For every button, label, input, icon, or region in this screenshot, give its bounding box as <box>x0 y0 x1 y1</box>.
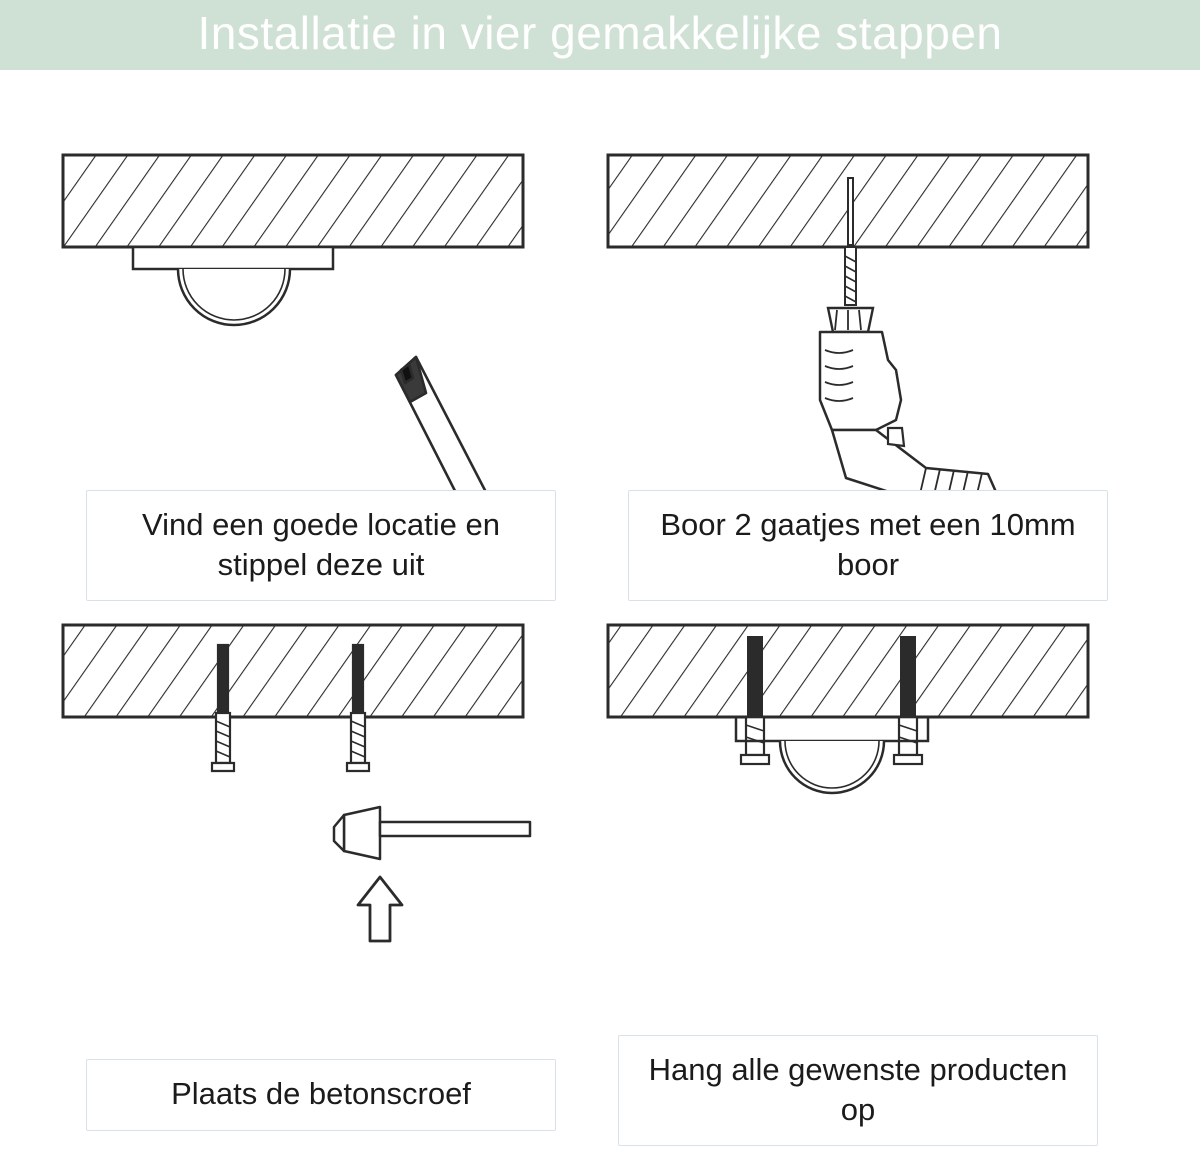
step-card-2 <box>596 70 1144 615</box>
step-3-caption: Plaats de betonscroef <box>86 1059 556 1131</box>
step-1-caption: Vind een goede locatie en stippel deze uit <box>86 490 556 601</box>
step-2-caption: Boor 2 gaatjes met een 10mm boor <box>628 490 1108 601</box>
step-card-3 <box>28 615 576 1160</box>
step-4-illustration <box>596 615 1144 1035</box>
step-2-illustration <box>596 70 1144 490</box>
step-4-caption: Hang alle gewenste producten op <box>618 1035 1098 1146</box>
header-banner <box>0 0 1200 70</box>
step-3-illustration <box>28 615 576 1035</box>
step-card-1 <box>28 70 576 615</box>
steps-grid <box>0 70 1200 1161</box>
step-card-4 <box>596 615 1144 1160</box>
step-1-illustration <box>28 70 576 490</box>
page-title: Installatie in vier gemakkelijke stappen <box>197 7 1003 59</box>
